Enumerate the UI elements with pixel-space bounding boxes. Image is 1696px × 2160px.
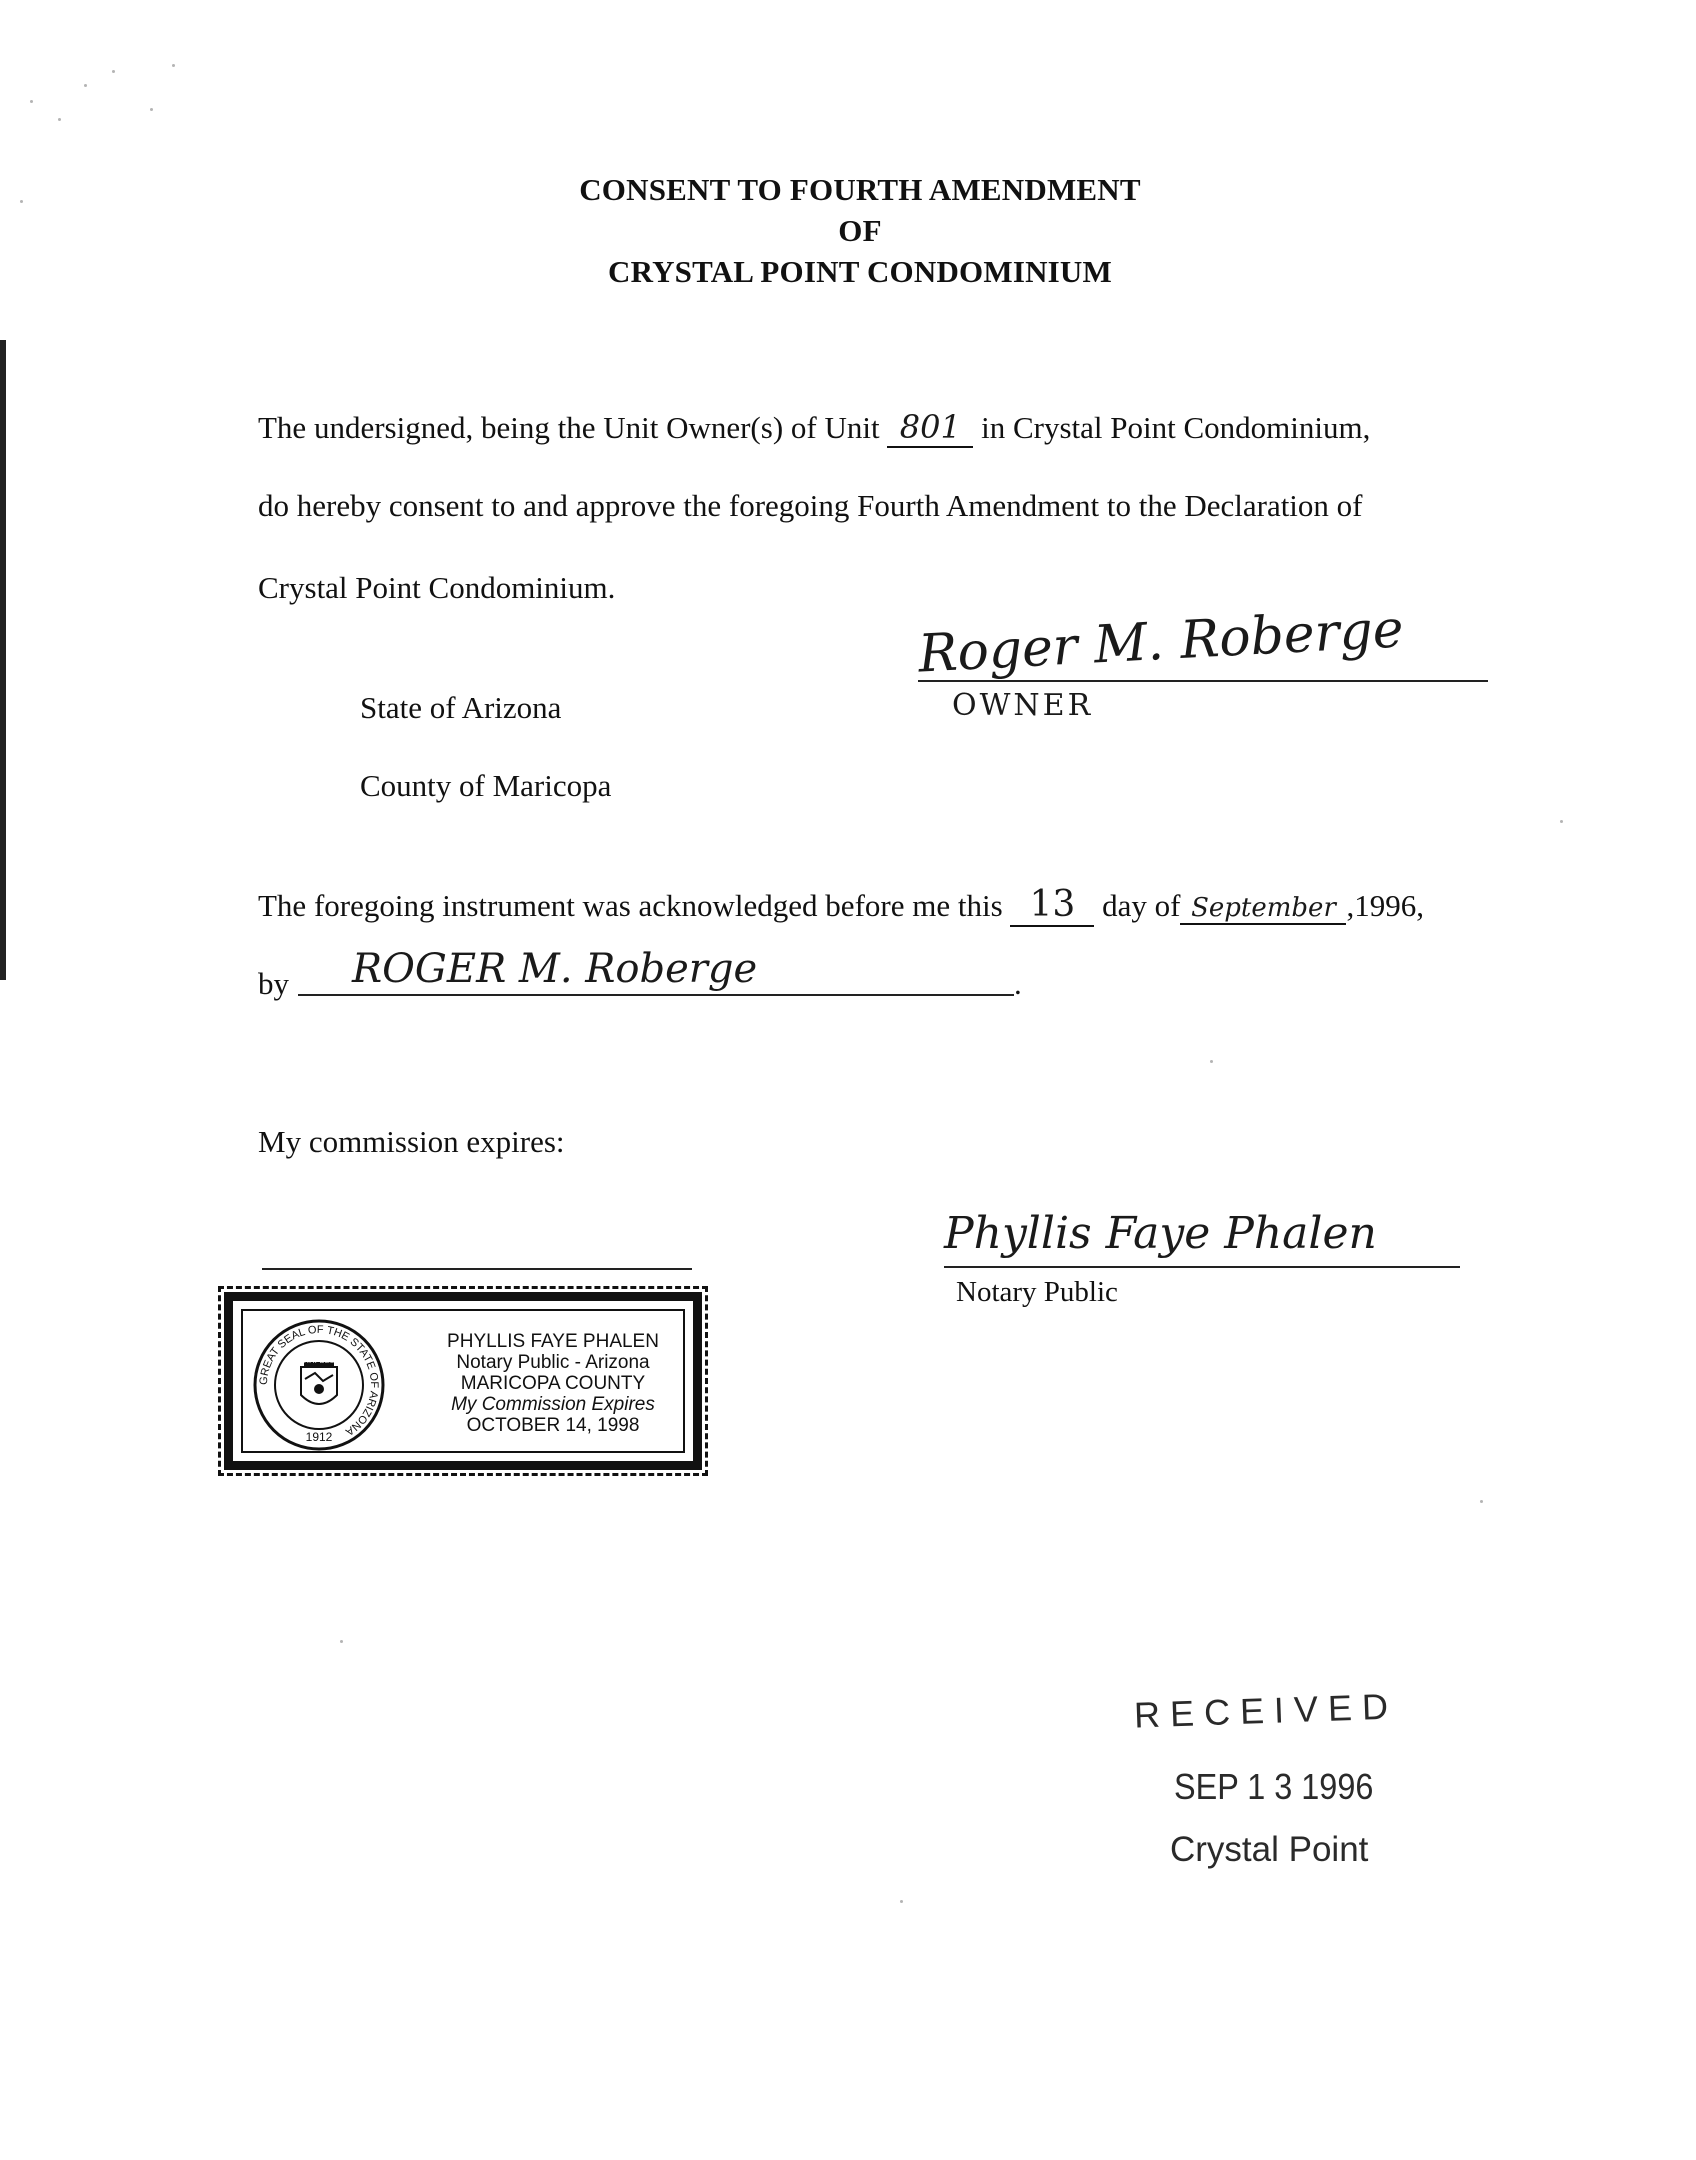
seal-notary-name: PHYLLIS FAYE PHALEN xyxy=(447,1331,659,1352)
document-title-line-2: OF xyxy=(838,213,882,248)
notary-seal-text xyxy=(413,1331,693,1436)
speckle xyxy=(1480,1500,1483,1503)
speckle xyxy=(340,1640,343,1643)
state-seal-emblem xyxy=(249,1315,389,1455)
acknowledgment-text: The foregoing instrument was acknowledged before me this xyxy=(258,888,1003,923)
owner-signature-line xyxy=(918,680,1488,682)
seal-notary-title: Notary Public - Arizona xyxy=(456,1352,650,1373)
consent-line-2: do hereby consent to and approve the foregoing Fourth Amendment to the Declaration of xyxy=(258,488,1363,523)
speckle xyxy=(150,108,153,111)
notary-seal-frame xyxy=(241,1309,685,1453)
document-title-line-1: CONSENT TO FOURTH AMENDMENT xyxy=(579,172,1141,207)
speckle xyxy=(1210,1060,1213,1063)
speckle xyxy=(900,1900,903,1903)
received-stamp-date: SEP 1 3 1996 xyxy=(1174,1766,1374,1807)
seal-expires-date: OCTOBER 14, 1998 xyxy=(466,1415,640,1436)
by-name-signature: ROGER M. Roberge xyxy=(352,946,758,992)
notary-signature-line xyxy=(944,1266,1460,1268)
scan-edge-mark xyxy=(0,340,6,980)
consent-line-3: Crystal Point Condominium. xyxy=(258,570,616,605)
state-label: State of Arizona xyxy=(360,690,562,725)
unit-number-field: 801 xyxy=(887,408,973,448)
notary-seal xyxy=(224,1292,702,1470)
owner-caption: OWNER xyxy=(952,688,1094,723)
consent-line-1-text-end: in Crystal Point Condominium, xyxy=(981,410,1371,445)
seal-year: 1912 xyxy=(305,1430,333,1444)
seal-county: MARICOPA COUNTY xyxy=(460,1373,646,1394)
month-field: September xyxy=(1180,893,1346,925)
speckle xyxy=(84,84,87,87)
commission-label: My commission expires: xyxy=(258,1124,565,1159)
commission-date-line xyxy=(262,1268,692,1270)
by-label: by xyxy=(258,966,289,1001)
by-line-end: . xyxy=(1014,966,1022,1001)
speckle xyxy=(58,118,61,121)
speckle xyxy=(1560,820,1563,823)
speckle xyxy=(172,64,175,67)
seal-ring-text: GREAT SEAL OF THE STATE OF ARIZONA xyxy=(257,1323,381,1438)
owner-signature: Roger M. Roberge xyxy=(916,599,1405,685)
notary-signature: Phyllis Faye Phalen xyxy=(944,1208,1377,1259)
day-field: 13 xyxy=(1010,884,1094,927)
seal-expires-label: My Commission Expires xyxy=(451,1394,655,1415)
consent-line-1-text: The undersigned, being the Unit Owner(s) of Unit xyxy=(258,410,880,445)
received-stamp-label: RECEIVED xyxy=(1133,1685,1399,1736)
document-title-line-3: CRYSTAL POINT CONDOMINIUM xyxy=(608,254,1112,289)
county-label: County of Maricopa xyxy=(360,768,612,803)
year-text: ,1996, xyxy=(1346,888,1424,923)
received-stamp-place: Crystal Point xyxy=(1170,1830,1369,1869)
by-name-line xyxy=(298,994,1014,996)
day-of-text: day of xyxy=(1102,888,1181,923)
acknowledgment-line xyxy=(258,884,1424,927)
speckle xyxy=(112,70,115,73)
notary-caption: Notary Public xyxy=(956,1276,1118,1308)
seal-motto: DITAT DEUS xyxy=(298,1358,340,1365)
consent-line-1 xyxy=(258,408,1370,448)
speckle xyxy=(30,100,33,103)
